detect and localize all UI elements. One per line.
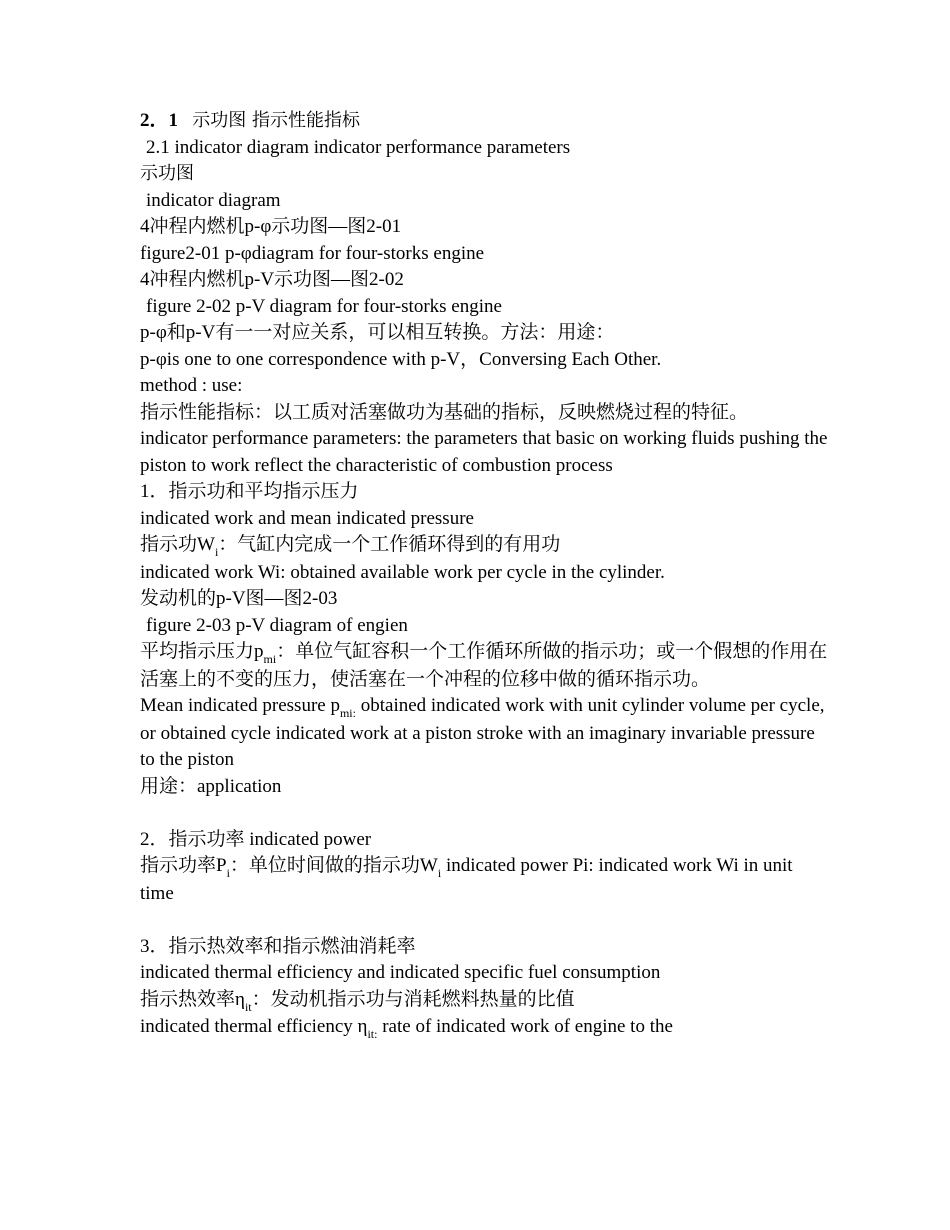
subscript: i <box>214 545 219 559</box>
thermal-efficiency-def-cn <box>140 987 830 1015</box>
spacer <box>140 800 830 827</box>
subsection-1-title-cn: 1．指示功和平均指示压力 <box>140 481 359 502</box>
subsection-2-title: 2．指示功率 indicated power <box>140 828 372 850</box>
figure-2-01-caption-cn: 4冲程内燃机p-φ示功图—图2-01 <box>140 216 402 237</box>
figure-2-02-caption-en: figure 2-02 p-V diagram for four-storks engine <box>146 295 502 317</box>
subscript: i <box>226 866 230 880</box>
pmi-en-label: Mean indicated pressure p <box>140 695 340 716</box>
subscript: mi <box>263 652 277 666</box>
section-title-en: 2.1 indicator diagram indicator performance parameters <box>146 136 571 158</box>
indicated-work-def-cn <box>140 532 830 560</box>
method-use-en: method : use: <box>140 375 243 396</box>
power-text-en: indicated power Pi: indicated work Wi in unit time <box>140 855 793 904</box>
subscript: mi: <box>339 706 356 720</box>
indicator-params-cn: 指示性能指标：以工质对活塞做功为基础的指标，反映燃烧过程的特征。 <box>140 401 749 423</box>
power-text-cn: ：单位时间做的指示功W <box>229 855 438 876</box>
pmi-text: ：单位气缸容积一个工作循环所做的指示功；或一个假想的作用在活塞上的不变的压力，使活塞在一个冲程的位移中做的循环指示功。 <box>140 641 828 690</box>
figure-2-02-caption-cn: 4冲程内燃机p-V示功图—图2-02 <box>140 269 404 290</box>
subscript: i <box>437 866 442 880</box>
document-page <box>140 108 830 1042</box>
subsection-3-title-cn: 3．指示热效率和指示燃油消耗率 <box>140 935 416 957</box>
application-line: 用途：application <box>140 775 282 797</box>
correspondence-cn: p-φ和p-V有一一对应关系，可以相互转换。方法：用途： <box>140 322 615 343</box>
figure-2-01-caption-en: figure2-01 p-φdiagram for four-storks engine <box>140 242 485 264</box>
mean-indicated-pressure-cn <box>140 639 830 693</box>
pmi-en-text: obtained indicated work with unit cylinder volume per cycle, or obtained cycle indicated work at a piston stroke with an imaginary invariable pressure to the piston <box>140 695 825 770</box>
section-title-cn: 示功图 指示性能指标 <box>192 110 360 131</box>
thermal-efficiency-def-en <box>140 1014 830 1042</box>
efficiency-text: ：发动机指示功与消耗燃料热量的比值 <box>251 988 575 1010</box>
indicator-params-en: indicator performance parameters: the parameters that basic on working fluids pushing the piston to work reflect the characteristic of combustion process <box>140 428 828 476</box>
indicated-work-text: ：气缸内完成一个工作循环得到的有用功 <box>218 534 561 555</box>
correspondence-en: p-φis one to one correspondence with p-V，Conversing Each Other. <box>140 348 662 370</box>
subsection-3-title-en: indicated thermal efficiency and indicated specific fuel consumption <box>140 962 661 983</box>
figure-2-03-caption-en: figure 2-03 p-V diagram of engien <box>146 614 408 636</box>
pmi-label: 平均指示压力p <box>140 641 264 662</box>
subsection-1-title-en: indicated work and mean indicated pressure <box>140 507 474 529</box>
indicated-power-def <box>140 853 830 907</box>
spacer <box>140 907 830 934</box>
section-heading-2-1 <box>140 108 830 135</box>
subscript: it: <box>367 1027 378 1041</box>
section-number: 2．1 <box>140 110 179 131</box>
efficiency-en-text: rate of indicated work of engine to the <box>377 1016 673 1037</box>
efficiency-label: 指示热效率η <box>140 988 245 1010</box>
power-label: 指示功率P <box>140 855 227 876</box>
indicator-diagram-cn: 示功图 <box>140 163 194 184</box>
indicated-work-label: 指示功W <box>140 534 215 555</box>
subscript: it <box>244 999 252 1014</box>
efficiency-en-label: indicated thermal efficiency η <box>140 1016 368 1037</box>
indicator-diagram-en: indicator diagram <box>146 189 281 211</box>
figure-2-03-caption-cn: 发动机的p-V图—图2-03 <box>140 588 338 609</box>
mean-indicated-pressure-en <box>140 693 830 774</box>
indicated-work-def-en: indicated work Wi: obtained available work per cycle in the cylinder. <box>140 561 665 583</box>
